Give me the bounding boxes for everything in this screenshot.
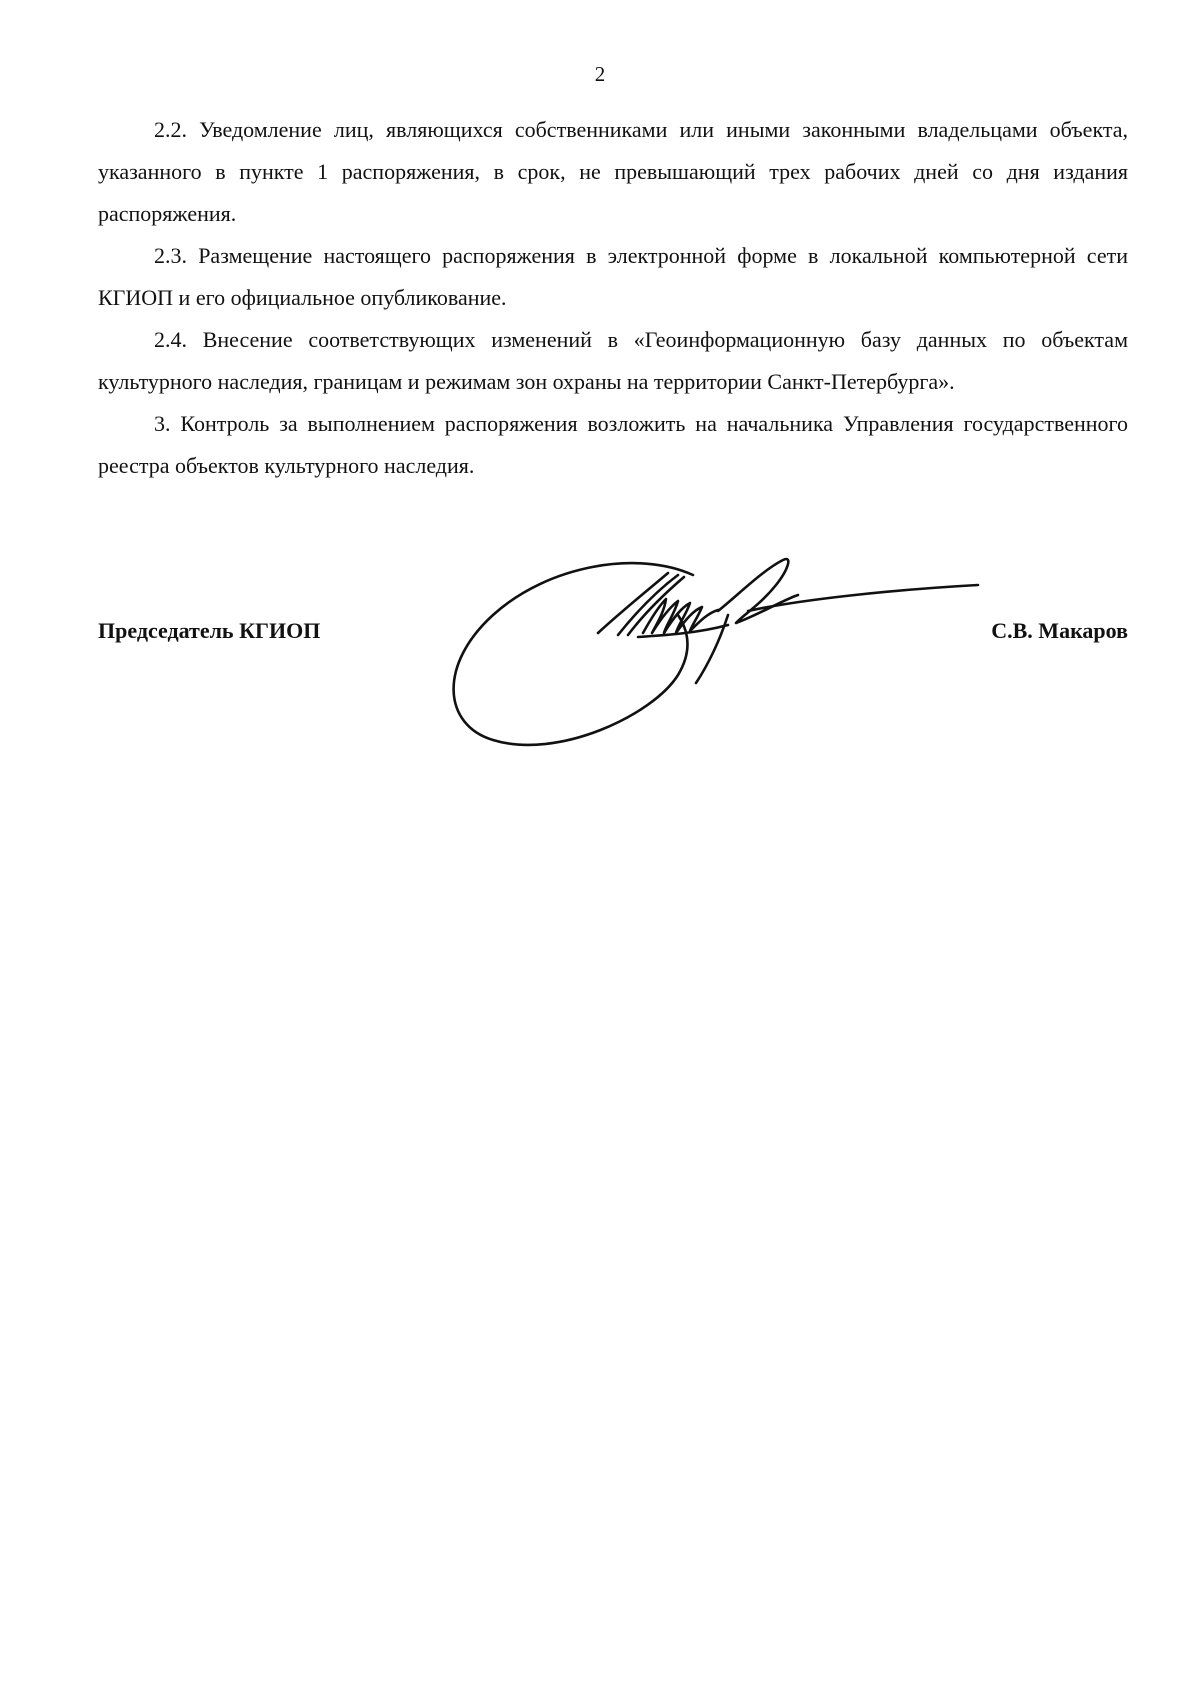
paragraph-2-4: 2.4. Внесение соответствующих изменений в «Геоинформационную базу данных по объектам культурного наследия, границам и режимам зон охраны на территории Санкт-Петербурга».: [98, 327, 1128, 394]
signature-block: [98, 555, 1128, 775]
page-number: 2: [594, 62, 606, 86]
paragraph-3: 3. Контроль за выполнением распоряжения возложить на начальника Управления государственного реестра объектов культурного наследия.: [98, 411, 1128, 478]
signatory-name: С.В. Макаров: [991, 618, 1128, 643]
paragraph-2-3: 2.3. Размещение настоящего распоряжения в электронной форме в локальной компьютерной сети КГИОП и его официальное опубликование.: [98, 243, 1128, 310]
paragraph-2-2: 2.2. Уведомление лиц, являющихся собственниками или иными законными владельцами объекта, указанного в пункте 1 распоряжения, в срок, не превышающий трех рабочих дней со дня издания распоряжения.: [98, 117, 1128, 226]
signatory-title: Председатель КГИОП: [98, 618, 321, 643]
handwritten-signature: [438, 555, 998, 775]
document-body: [98, 109, 1128, 487]
